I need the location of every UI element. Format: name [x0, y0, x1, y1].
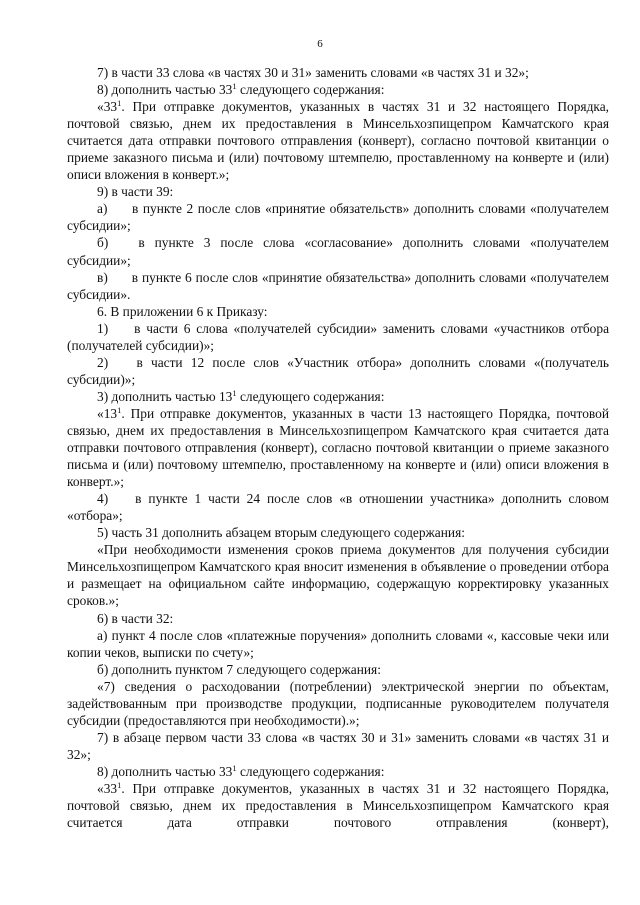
list-item: б) в пункте 3 после слова «согласование» дополнить словами «получателем субсидии»;: [67, 235, 609, 268]
paragraph: 6) в части 32:: [97, 610, 174, 626]
paragraph: 7) в части 33 слова «в частях 30 и 31» заменить словами «в частях 31 и 32»;: [97, 65, 529, 80]
paragraph: «При необходимости изменения сроков приема документов для получения субсидии Минсельхозпищепром Камчатского края вносит изменения в объявление о проведении отбора и размещает на официальном сайте информацию, содержащую корректировку указанных сроков.»;: [67, 542, 609, 609]
paragraph: 5) часть 31 дополнить абзацем вторым следующего содержания:: [97, 525, 465, 541]
paragraph: 3) дополнить частью $13^1$ следующего содержания:: [97, 387, 385, 404]
paragraph: 8) дополнить частью $33^1$ следующего содержания:: [97, 81, 385, 98]
paragraph: 6. В приложении 6 к Приказу:: [97, 303, 268, 319]
page-number: 6: [317, 38, 323, 50]
list-item: а) в пункте 2 после слов «принятие обязательств» дополнить словами «получателем субсидии»;: [67, 201, 609, 234]
list-item: 1) в части 6 слова «получателей субсидии» заменить словами «участников отбора (получателей субсидии)»;: [67, 320, 610, 353]
list-item: 2) в части 12 после слов «Участник отбора» дополнить словами «(получатель субсидии)»;: [67, 354, 609, 387]
paragraph: 8) дополнить частью $33^1$ следующего содержания:: [97, 762, 385, 779]
paragraph: «7) сведения о расходовании (потреблении) электрической энергии по объектам, задействованным при производстве продукции, подписанные руководителем получателя субсидии (предоставляются при необходимости).»;: [67, 678, 609, 728]
paragraph: «$13^1$. При отправке документов, указанных в части 13 настоящего Порядка, почтовой связью, днем их предоставления в Минсельхозпищепром Камчатского края считается дата отправки почтового отправления (конверт), согласно почтовой квитанции о приеме заказного письма и (или) почтовому штемпелю, проставленному на конверте и (или) описи вложения в конверт.»;: [67, 404, 609, 490]
paragraph: 7) в абзаце первом части 33 слова «в частях 30 и 31» заменить словами «в частях 31 и 32»;: [67, 729, 609, 762]
paragraph: «$33^1$. При отправке документов, указанных в частях 31 и 32 настоящего Порядка, почтовой связью, днем их предоставления в Минсельхозпищепром Камчатского края считается дата отправки почтового отправления (конверт), согласно почтовой квитанции о приеме заказного письма и (или) почтовому штемпелю, проставленному на конверте и (или) описи вложения в конверт.»;: [67, 98, 609, 183]
paragraph: «$33^1$. При отправке документов, указанных в частях 31 и 32 настоящего Порядка, почтовой связью, днем их предоставления в Минсельхозпищепром Камчатского края считается дата отправки почтового отправления (конверт),: [67, 779, 609, 831]
paragraph: 9) в части 39:: [97, 184, 174, 200]
list-item: в) в пункте 6 после слов «принятие обязательства» дополнить словами «получателем субсидии».: [67, 269, 609, 302]
paragraph: б) дополнить пунктом 7 следующего содержания:: [97, 661, 381, 677]
document-text: [67, 64, 609, 831]
list-item: 4) в пункте 1 части 24 после слов «в отношении участника» дополнить словом «отбора»;: [67, 491, 609, 524]
paragraph: а) пункт 4 после слов «платежные поручения» дополнить словами «, кассовые чеки или копии чеков, выписки по счету»;: [67, 627, 609, 660]
